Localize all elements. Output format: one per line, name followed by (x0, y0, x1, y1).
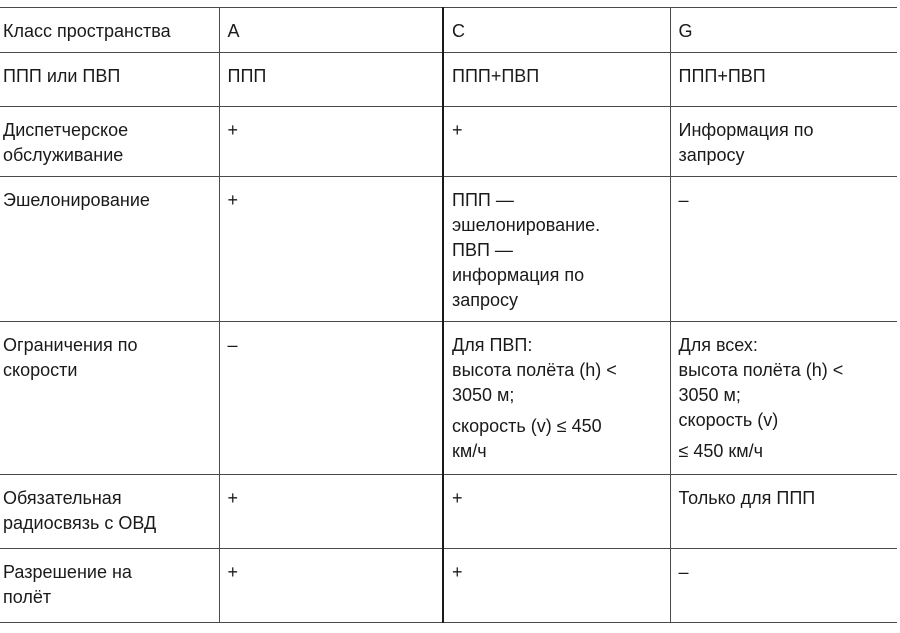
class-c-cell (443, 322, 670, 475)
cell-text: высота полёта (h) < (678, 360, 844, 380)
cell-text: ППП (227, 66, 267, 86)
cell-text: + (227, 562, 239, 582)
class-a-cell (219, 322, 443, 475)
cell-text: – (678, 190, 689, 210)
class-g-cell (670, 107, 897, 177)
cell-text: ППП+ПВП (452, 66, 540, 86)
row-label-cell (0, 107, 219, 177)
cell-text: полёт (3, 587, 52, 607)
cell-text: скорость (v) (678, 410, 779, 430)
cell-text: эшелонирование. (452, 215, 601, 235)
cell-text: + (227, 120, 239, 140)
class-c-cell (443, 177, 670, 322)
cell-text: информация по (452, 265, 585, 285)
airspace-class-table (0, 7, 897, 623)
cell-text: + (452, 120, 463, 140)
class-c-cell (443, 53, 670, 107)
cell-text: радиосвязь с ОВД (3, 513, 157, 533)
cell-text: обслуживание (3, 145, 124, 165)
row-label-cell (0, 322, 219, 475)
cell-text: км/ч (452, 441, 487, 461)
row-label-cell (0, 475, 219, 549)
cell-text: скорость (v) ≤ 450 (452, 416, 602, 436)
cell-text: ППП или ПВП (3, 66, 121, 86)
class-c-cell (443, 475, 670, 549)
header-cell-class-a: A (219, 8, 443, 53)
cell-text: + (227, 488, 239, 508)
cell-text: Разрешение на (3, 562, 132, 582)
cell-text: Ограничения по (3, 335, 138, 355)
class-g-cell (670, 549, 897, 623)
table-header-row (0, 8, 897, 53)
table-row (0, 177, 897, 322)
cell-text: Для ПВП: (452, 335, 533, 355)
header-cell-label: Класс пространства (0, 8, 219, 53)
cell-text: + (227, 190, 239, 210)
class-a-cell (219, 177, 443, 322)
class-a-cell (219, 475, 443, 549)
class-g-cell (670, 322, 897, 475)
cell-text: скорости (3, 360, 78, 380)
class-c-cell (443, 107, 670, 177)
cell-text: + (452, 562, 463, 582)
cell-text: высота полёта (h) < (452, 360, 617, 380)
class-g-cell (670, 53, 897, 107)
cell-text: Эшелонирование (3, 190, 150, 210)
cell-text: 3050 м; (678, 385, 741, 405)
class-a-cell (219, 53, 443, 107)
cell-text: – (227, 335, 238, 355)
header-cell-class-c: C (443, 8, 670, 53)
row-label-cell (0, 177, 219, 322)
cell-text: ППП+ПВП (678, 66, 766, 86)
table-row (0, 549, 897, 623)
row-label-cell (0, 53, 219, 107)
cell-text: + (452, 488, 463, 508)
class-a-cell (219, 107, 443, 177)
cell-text: Диспетчерское (3, 120, 129, 140)
class-a-cell (219, 549, 443, 623)
cell-text: Информация по (678, 120, 814, 140)
class-g-cell (670, 475, 897, 549)
header-cell-class-g: G (670, 8, 897, 53)
table-row (0, 475, 897, 549)
cell-text: запросу (678, 145, 745, 165)
cell-text: запросу (452, 290, 519, 310)
cell-text: ППП — (452, 190, 514, 210)
cell-text: Обязательная (3, 488, 122, 508)
cell-text: Только для ППП (678, 488, 816, 508)
cell-text: 3050 м; (452, 385, 515, 405)
cell-text: – (678, 562, 689, 582)
cell-text: ≤ 450 км/ч (678, 441, 764, 461)
row-label-cell (0, 549, 219, 623)
table-row (0, 107, 897, 177)
cell-text: ПВП — (452, 240, 513, 260)
table-row (0, 53, 897, 107)
class-c-cell (443, 549, 670, 623)
class-g-cell (670, 177, 897, 322)
table-row (0, 322, 897, 475)
cell-text: Для всех: (678, 335, 758, 355)
